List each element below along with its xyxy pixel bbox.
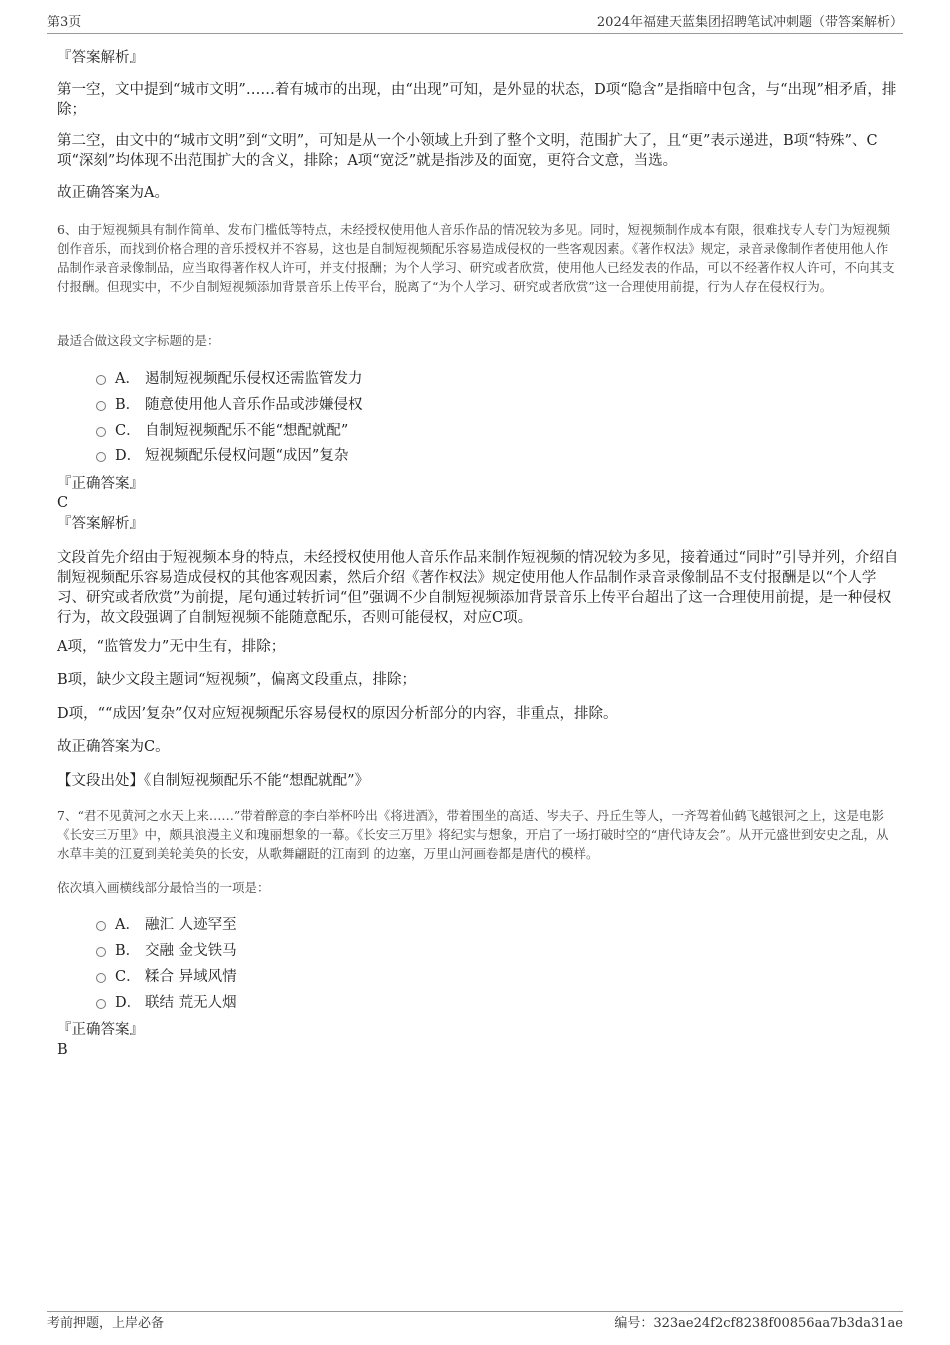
option-letter: B． <box>115 943 141 959</box>
q6-note-d: D项，““成因’复杂”仅对应短视频配乐容易侵权的原因分析部分的内容，非重点，排除。 <box>57 706 618 722</box>
q7-stem: 7、“君不见黄河之水天上来……”带着醉意的李白举杯吟出《将进酒》，带着围坐的高适、岑夫子、丹丘生等人，一齐驾着仙鹤飞越银河之上，这是电影《长安三万里》中，颇具浪漫主义和瑰丽想象的一幕。《长安三万里》将纪实与想象，开启了一场打破时空的“唐代诗友会”。从开元盛世到安史之乱，从水草丰美的江夏到美轮美奂的长安，从歌舞翩跹的江南到 的边塞，万里山河画卷都是唐代的模样。 <box>57 808 889 861</box>
q6-option-b[interactable] <box>96 395 796 417</box>
option-letter: A． <box>115 917 140 933</box>
footer-slogan: 考前押题，上岸必备 <box>47 1316 165 1331</box>
q6-note-a: A项，“监管发力”无中生有，排除； <box>57 639 286 655</box>
option-letter: C． <box>115 969 141 985</box>
page-footer <box>47 1311 903 1332</box>
q6-option-c[interactable] <box>96 421 796 443</box>
q5-analysis-label: 『答案解析』 <box>57 50 144 66</box>
q7-option-d[interactable] <box>96 993 796 1015</box>
radio-icon[interactable] <box>96 921 106 931</box>
option-text: 交融 金戈铁马 <box>145 943 237 959</box>
radio-icon[interactable] <box>96 999 106 1009</box>
option-letter: B． <box>115 397 141 413</box>
q6-note-b: B项，缺少文段主题词“短视频”，偏离文段重点，排除； <box>57 672 416 688</box>
radio-icon[interactable] <box>96 401 106 411</box>
q6-prompt: 最适合做这段文字标题的是： <box>57 333 220 348</box>
q6-conclusion: 故正确答案为C。 <box>57 739 170 755</box>
option-letter: A． <box>115 371 140 387</box>
q6-answer-label: 『正确答案』 <box>57 476 144 492</box>
q7-answer: B <box>57 1042 68 1058</box>
q7-prompt: 依次填入画横线部分最恰当的一项是： <box>57 880 270 895</box>
option-text: 遏制短视频配乐侵权还需监管发力 <box>145 371 363 387</box>
q5-conclusion: 故正确答案为A。 <box>57 185 169 201</box>
page-number: 第3页 <box>47 15 82 30</box>
q6-analysis: 文段首先介绍由于短视频本身的特点，未经授权使用他人音乐作品来制作短视频的情况较为多见，接着通过“同时”引导并列，介绍自制短视频配乐容易造成侵权的其他客观因素，然后介绍《著作权法》规定使用他人作品制作录音录像制品不支付报酬是以“个人学习、研究或者欣赏”为前提，尾句通过转折词“但”强调不少自制短视频添加背景音乐上传平台超出了这一合理使用前提，是一种侵权行为，故文段强调了自制短视频不能随意配乐，否则可能侵权，对应C项。 <box>57 550 899 626</box>
radio-icon[interactable] <box>96 375 106 385</box>
q6-answer: C <box>57 495 69 511</box>
q7-option-a[interactable] <box>96 915 796 937</box>
option-letter: C． <box>115 423 141 439</box>
option-text: 自制短视频配乐不能“想配就配” <box>145 423 349 439</box>
document-title: 2024年福建天蓝集团招聘笔试冲刺题（带答案解析） <box>596 15 903 30</box>
option-letter: D． <box>115 995 142 1011</box>
q7-answer-label: 『正确答案』 <box>57 1022 144 1038</box>
q7-option-b[interactable] <box>96 941 796 963</box>
radio-icon[interactable] <box>96 452 106 462</box>
q5-analysis-p1: 第一空，文中提到“城市文明”……着有城市的出现，由“出现”可知，是外显的状态，D项“隐含”是指暗中包含，与“出现”相矛盾，排除； <box>57 82 897 118</box>
page-header <box>47 14 903 34</box>
option-text: 联结 荒无人烟 <box>145 995 237 1011</box>
option-text: 随意使用他人音乐作品或涉嫌侵权 <box>145 397 363 413</box>
q6-option-a[interactable] <box>96 369 796 391</box>
q5-analysis-p2: 第二空，由文中的“城市文明”到“文明”，可知是从一个小领域上升到了整个文明，范围扩大了，且“更”表示递进，B项“特殊”、C项“深刻”均体现不出范围扩大的含义，排除；A项“宽泛”就是指涉及的面宽，更符合文意，当选。 <box>57 133 878 169</box>
option-letter: D． <box>115 448 142 464</box>
radio-icon[interactable] <box>96 427 106 437</box>
radio-icon[interactable] <box>96 973 106 983</box>
option-text: 糅合 异域风情 <box>145 969 237 985</box>
q6-analysis-label: 『答案解析』 <box>57 516 144 532</box>
q6-option-d[interactable] <box>96 446 796 468</box>
q6-source: 【文段出处】《自制短视频配乐不能“想配就配”》 <box>57 773 370 789</box>
document-code: 编号：323ae24f2cf8238f00856aa7b3da31ae <box>614 1316 903 1331</box>
option-text: 短视频配乐侵权问题“成因”复杂 <box>145 448 349 464</box>
radio-icon[interactable] <box>96 947 106 957</box>
option-text: 融汇 人迹罕至 <box>145 917 237 933</box>
q7-option-c[interactable] <box>96 967 796 989</box>
q6-stem: 6、由于短视频具有制作简单、发布门槛低等特点，未经授权使用他人音乐作品的情况较为多见。同时，短视频制作成本有限，很难找专人专门为短视频创作音乐，而找到价格合理的音乐授权并不容易，这也是自制短视频配乐容易造成侵权的一些客观因素。《著作权法》规定，录音录像制作者使用他人作品制作录音录像制品，应当取得著作权人许可，并支付报酬；为个人学习、研究或者欣赏，使用他人已经发表的作品，可以不经著作权人许可，不向其支付报酬。但现实中，不少自制短视频添加背景音乐上传平台，脱离了“为个人学习、研究或者欣赏”这一合理使用前提，行为人存在侵权行为。 <box>57 222 895 294</box>
